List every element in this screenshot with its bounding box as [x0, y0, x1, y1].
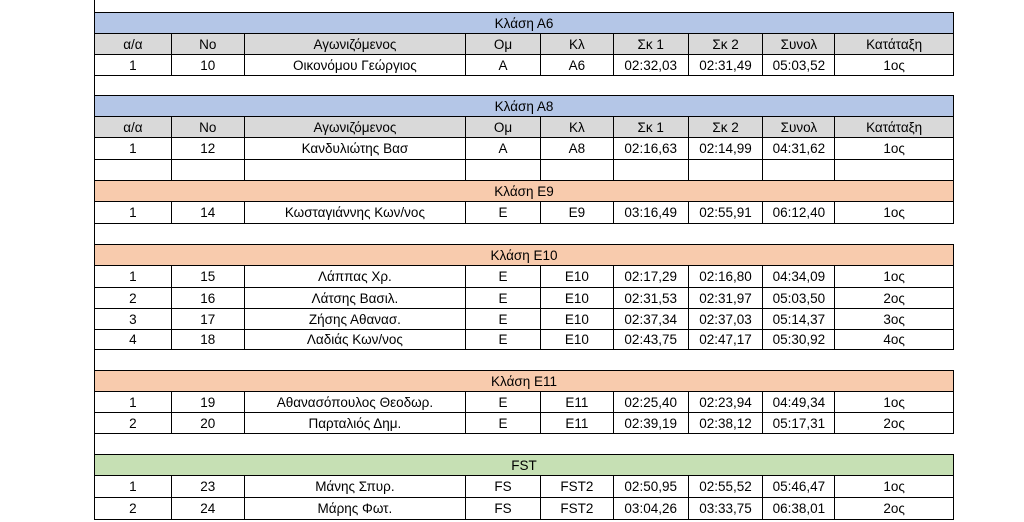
- cell-run1: 02:17,29: [614, 266, 689, 287]
- cell-class: FST2: [541, 498, 614, 519]
- cell-run1: 02:37,34: [614, 309, 689, 329]
- table-row: [94, 392, 954, 413]
- empty-row: [94, 160, 954, 181]
- table-row: [94, 498, 954, 520]
- cell-aa: 4: [95, 330, 172, 349]
- cell-run2: 02:55,52: [689, 476, 764, 497]
- cell-group: Ε: [466, 288, 541, 308]
- header-run2: Σκ 2: [689, 34, 764, 54]
- section-title-e11: Κλάση Ε11: [94, 370, 954, 392]
- table-row: [94, 476, 954, 498]
- cell-total: 05:46,47: [763, 476, 835, 497]
- cell-run2: 02:14,99: [689, 138, 764, 159]
- cell-group: FS: [466, 498, 541, 519]
- section-title-fst: FST: [94, 454, 954, 476]
- cell-class: Ε11: [541, 413, 614, 433]
- cell-run1: 03:04,26: [614, 498, 689, 519]
- cell-no: 12: [172, 138, 245, 159]
- cell-no: 23: [172, 476, 245, 497]
- spacer-row: [94, 224, 954, 245]
- header-aa: α/α: [95, 34, 172, 54]
- cell-rank: 1ος: [883, 57, 905, 73]
- table-header-row: [94, 117, 954, 138]
- cell-aa: 2: [95, 413, 172, 433]
- cell-run1: 02:39,19: [614, 413, 689, 433]
- header-class: Κλ: [541, 34, 614, 54]
- cell-class: Ε11: [541, 392, 614, 412]
- cell-class: Ε10: [541, 330, 614, 349]
- cell-competitor: Λάτσης Βασιλ.: [245, 288, 466, 308]
- header-competitor: Αγωνιζόμενος: [245, 34, 466, 54]
- header-group: Ομ: [466, 34, 541, 54]
- cell-group: Ε: [466, 413, 541, 433]
- cell-group: Ε: [466, 330, 541, 349]
- spacer-row: [94, 350, 954, 371]
- header-total: Συνολ: [763, 34, 835, 54]
- cell-run1: 02:25,40: [614, 392, 689, 412]
- results-sheet: [94, 0, 954, 522]
- cell-aa: 1: [95, 392, 172, 412]
- table-row: [94, 202, 954, 224]
- section-title-e9: Κλάση Ε9: [94, 180, 954, 202]
- cell-aa: 1: [95, 476, 172, 497]
- cell-run2: 02:23,94: [689, 392, 764, 412]
- cell-total: 04:31,62: [763, 138, 835, 159]
- header-no: Νο: [172, 117, 245, 137]
- header-group: Ομ: [466, 117, 541, 137]
- cell-run1: 02:16,63: [614, 138, 689, 159]
- cell-rank: 1ος: [883, 394, 905, 410]
- cell-competitor: Λαδιάς Κων/νος: [245, 330, 466, 349]
- table-row: [94, 55, 954, 76]
- section-title-a8: Κλάση Α8: [94, 95, 954, 117]
- cell-group: Α: [466, 55, 541, 75]
- cell-run1: 02:31,53: [614, 288, 689, 308]
- cell-run2: 02:31,97: [689, 288, 764, 308]
- cell-class: Ε10: [541, 309, 614, 329]
- cell-competitor: Κωσταγιάννης Κων/νος: [245, 202, 466, 223]
- cell-total: 05:17,31: [763, 413, 835, 433]
- cell-run2: 02:38,12: [689, 413, 764, 433]
- table-header-row: [94, 34, 954, 55]
- cell-class: Α8: [541, 138, 614, 159]
- cell-total: 05:30,92: [763, 330, 835, 349]
- cell-no: 24: [172, 498, 245, 519]
- header-rank: Κατάταξη: [866, 36, 923, 52]
- cell-run2: 02:55,91: [689, 202, 764, 223]
- cell-no: 10: [172, 55, 245, 75]
- header-competitor: Αγωνιζόμενος: [245, 117, 466, 137]
- cell-total: 05:14,37: [763, 309, 835, 329]
- cell-no: 17: [172, 309, 245, 329]
- section-title-e10: Κλάση Ε10: [94, 244, 954, 266]
- cell-aa: 1: [95, 55, 172, 75]
- spacer-row: [94, 434, 954, 455]
- header-run1: Σκ 1: [614, 117, 689, 137]
- cell-no: 16: [172, 288, 245, 308]
- cell-aa: 2: [95, 498, 172, 519]
- table-row: [94, 266, 954, 288]
- table-row: [94, 309, 954, 330]
- cell-class: Ε9: [541, 202, 614, 223]
- cell-class: Ε10: [541, 288, 614, 308]
- cell-run2: 02:37,03: [689, 309, 764, 329]
- section-title-a6: Κλάση Α6: [94, 12, 954, 34]
- cell-competitor: Αθανασόπουλος Θεοδωρ.: [245, 392, 466, 412]
- cell-no: 18: [172, 330, 245, 349]
- table-row: [94, 330, 954, 350]
- cell-run1: 03:16,49: [614, 202, 689, 223]
- cell-competitor: Μάνης Σπυρ.: [245, 476, 466, 497]
- cell-aa: 3: [95, 309, 172, 329]
- cell-run2: 02:47,17: [689, 330, 764, 349]
- cell-competitor: Παρταλιός Δημ.: [245, 413, 466, 433]
- cell-run2: 03:33,75: [689, 498, 764, 519]
- cell-run2: 02:16,80: [689, 266, 764, 287]
- cell-run1: 02:32,03: [614, 55, 689, 75]
- cell-group: FS: [466, 476, 541, 497]
- cell-no: 15: [172, 266, 245, 287]
- header-run2: Σκ 2: [689, 117, 764, 137]
- cell-group: Ε: [466, 202, 541, 223]
- header-total: Συνολ: [763, 117, 835, 137]
- cell-total: 04:49,34: [763, 392, 835, 412]
- cell-competitor: Οικονόμου Γεώργιος: [245, 55, 466, 75]
- spacer-row: [94, 76, 954, 96]
- cell-rank: 4ος: [883, 332, 905, 347]
- cell-total: 04:34,09: [763, 266, 835, 287]
- cell-class: FST2: [541, 476, 614, 497]
- cell-group: Α: [466, 138, 541, 159]
- cell-rank: 2ος: [883, 290, 905, 306]
- cell-aa: 2: [95, 288, 172, 308]
- cell-competitor: Ζήσης Αθανασ.: [245, 309, 466, 329]
- header-no: Νο: [172, 34, 245, 54]
- cell-total: 06:12,40: [763, 202, 835, 223]
- header-class: Κλ: [541, 117, 614, 137]
- cell-group: Ε: [466, 266, 541, 287]
- cell-class: Ε10: [541, 266, 614, 287]
- cell-rank: 1ος: [883, 269, 905, 284]
- cell-run2: 02:31,49: [689, 55, 764, 75]
- cell-no: 19: [172, 392, 245, 412]
- cell-no: 14: [172, 202, 245, 223]
- cell-rank: 2ος: [883, 415, 905, 431]
- cell-rank: 1ος: [883, 141, 905, 156]
- cell-total: 06:38,01: [763, 498, 835, 519]
- table-row: [94, 413, 954, 434]
- cell-rank: 1ος: [883, 479, 905, 494]
- cell-aa: 1: [95, 202, 172, 223]
- cell-aa: 1: [95, 138, 172, 159]
- cell-total: 05:03,50: [763, 288, 835, 308]
- cell-rank: 3ος: [883, 311, 905, 327]
- cell-group: Ε: [466, 392, 541, 412]
- cell-aa: 1: [95, 266, 172, 287]
- cell-class: Α6: [541, 55, 614, 75]
- header-run1: Σκ 1: [614, 34, 689, 54]
- table-row: [94, 288, 954, 309]
- cell-competitor: Λάππας Χρ.: [245, 266, 466, 287]
- cell-group: Ε: [466, 309, 541, 329]
- cell-rank: 1ος: [883, 205, 905, 220]
- cell-run1: 02:50,95: [614, 476, 689, 497]
- cell-run1: 02:43,75: [614, 330, 689, 349]
- header-aa: α/α: [95, 117, 172, 137]
- cell-total: 05:03,52: [763, 55, 835, 75]
- cell-rank: 2ος: [883, 501, 905, 516]
- header-rank: Κατάταξη: [866, 119, 923, 135]
- cell-no: 20: [172, 413, 245, 433]
- cell-competitor: Κανδυλιώτης Βασ: [245, 138, 466, 159]
- cell-competitor: Μάρης Φωτ.: [245, 498, 466, 519]
- table-row: [94, 138, 954, 160]
